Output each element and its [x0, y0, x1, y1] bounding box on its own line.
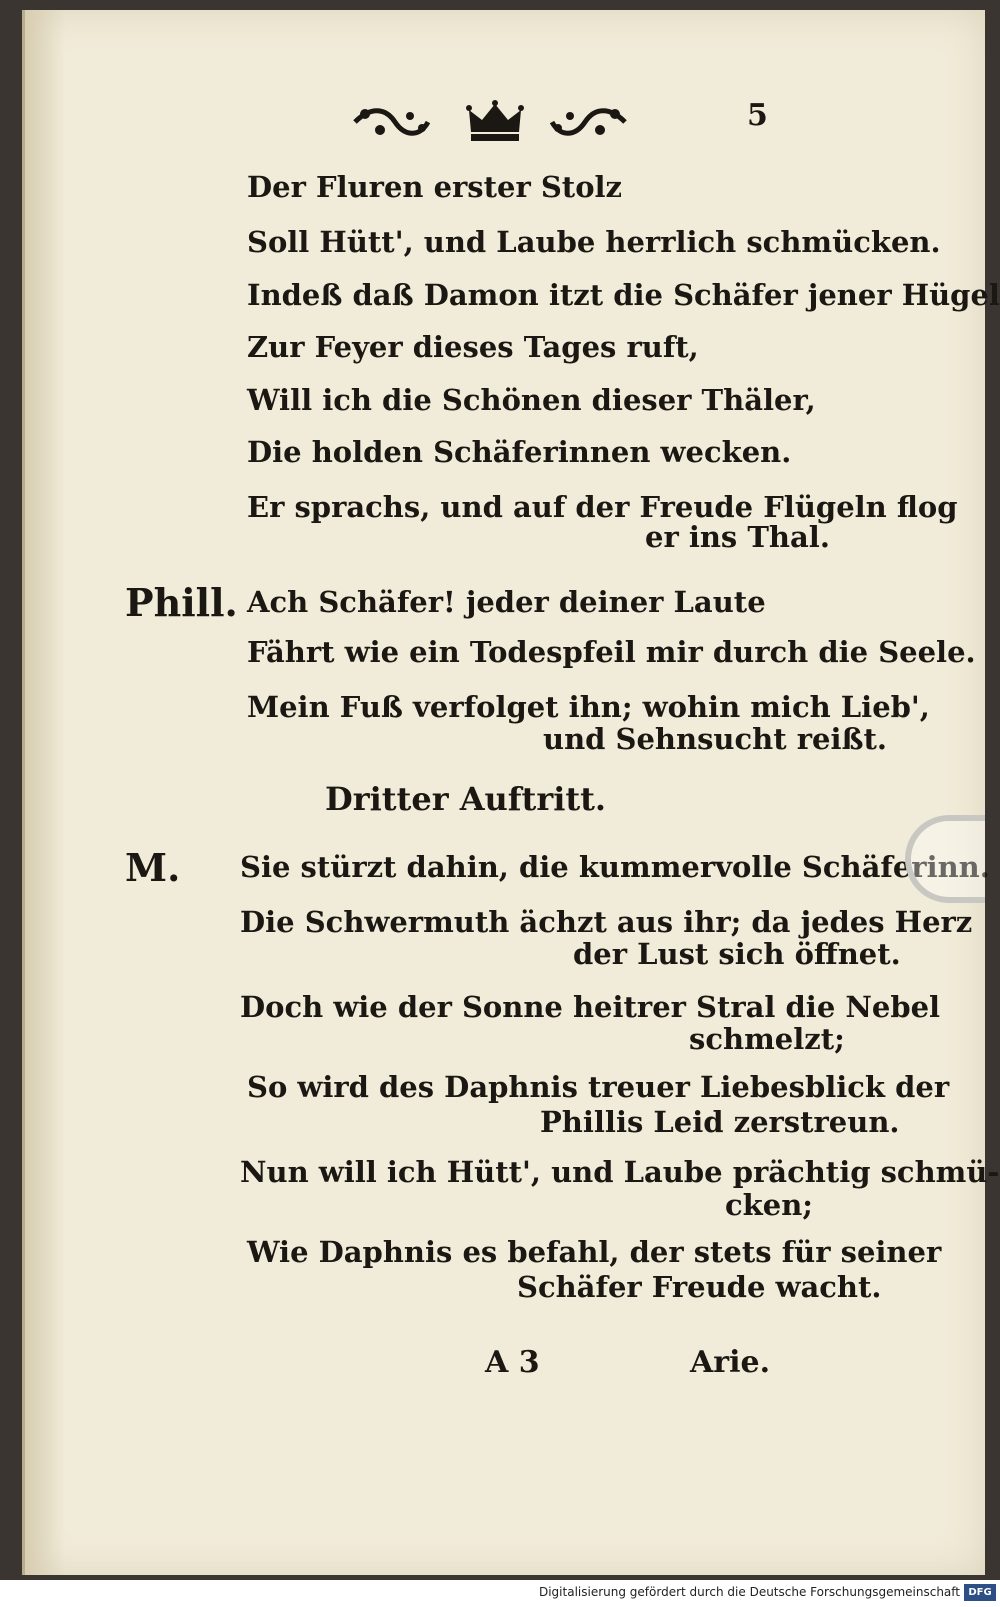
- verse-line: Mein Fuß verfolget ihn; wohin mich Lieb',: [247, 690, 930, 724]
- verse-line-continuation: und Sehnsucht reißt.: [543, 722, 888, 756]
- book-page: [22, 10, 1000, 1575]
- verse-line-continuation: Phillis Leid zerstreun.: [540, 1105, 900, 1139]
- digitization-footer: [0, 1580, 1000, 1607]
- scene-heading: Dritter Auftritt.: [325, 780, 607, 818]
- verse-line: Fährt wie ein Todespfeil mir durch die Seele.: [247, 635, 976, 669]
- verse-line: Nun will ich Hütt', und Laube prächtig schmü-: [240, 1155, 1000, 1189]
- verse-line: Ach Schäfer! jeder deiner Laute: [247, 585, 766, 619]
- verse-line: Die Schwermuth ächzt aus ihr; da jedes Herz: [240, 905, 973, 939]
- verse-line: Die holden Schäferinnen wecken.: [247, 435, 792, 469]
- verse-line: Der Fluren erster Stolz: [247, 170, 623, 204]
- speaker-phill: Phill.: [125, 580, 238, 625]
- verse-line: Zur Feyer dieses Tages ruft,: [247, 330, 699, 364]
- verse-line: Doch wie der Sonne heitrer Stral die Nebel: [240, 990, 941, 1024]
- crown-ornament-icon: [465, 98, 525, 144]
- verse-line: Er sprachs, und auf der Freude Flügeln flog: [247, 490, 958, 524]
- verse-line: Sie stürzt dahin, die kummervolle Schäferinn.: [240, 850, 990, 884]
- verse-line-continuation: er ins Thal.: [645, 520, 830, 554]
- verse-line-continuation: cken;: [725, 1188, 813, 1222]
- page-number: 5: [747, 98, 768, 133]
- floral-ornament-left-icon: [350, 102, 430, 142]
- verse-line: Wie Daphnis es befahl, der stets für seiner: [247, 1235, 942, 1269]
- footer-credit: Digitalisierung gefördert durch die Deutsche Forschungsgemeinschaft: [538, 1585, 960, 1599]
- verse-line: So wird des Daphnis treuer Liebesblick der: [247, 1070, 950, 1104]
- verse-line-continuation: der Lust sich öffnet.: [573, 937, 901, 971]
- dfg-logo: DFG: [964, 1584, 996, 1601]
- verse-line-continuation: schmelzt;: [689, 1022, 845, 1056]
- verse-line: Indeß daß Damon itzt die Schäfer jener Hügel: [247, 278, 1000, 312]
- verse-line: Will ich die Schönen dieser Thäler,: [247, 383, 816, 417]
- speaker-m: M.: [125, 845, 181, 890]
- floral-ornament-right-icon: [550, 102, 630, 142]
- catchword: Arie.: [690, 1345, 771, 1380]
- page-clip: [905, 815, 985, 903]
- signature-mark: A 3: [485, 1345, 540, 1380]
- verse-line-continuation: Schäfer Freude wacht.: [517, 1270, 882, 1304]
- page-gutter-shadow: [25, 10, 65, 1575]
- verse-line: Soll Hütt', und Laube herrlich schmücken.: [247, 225, 941, 259]
